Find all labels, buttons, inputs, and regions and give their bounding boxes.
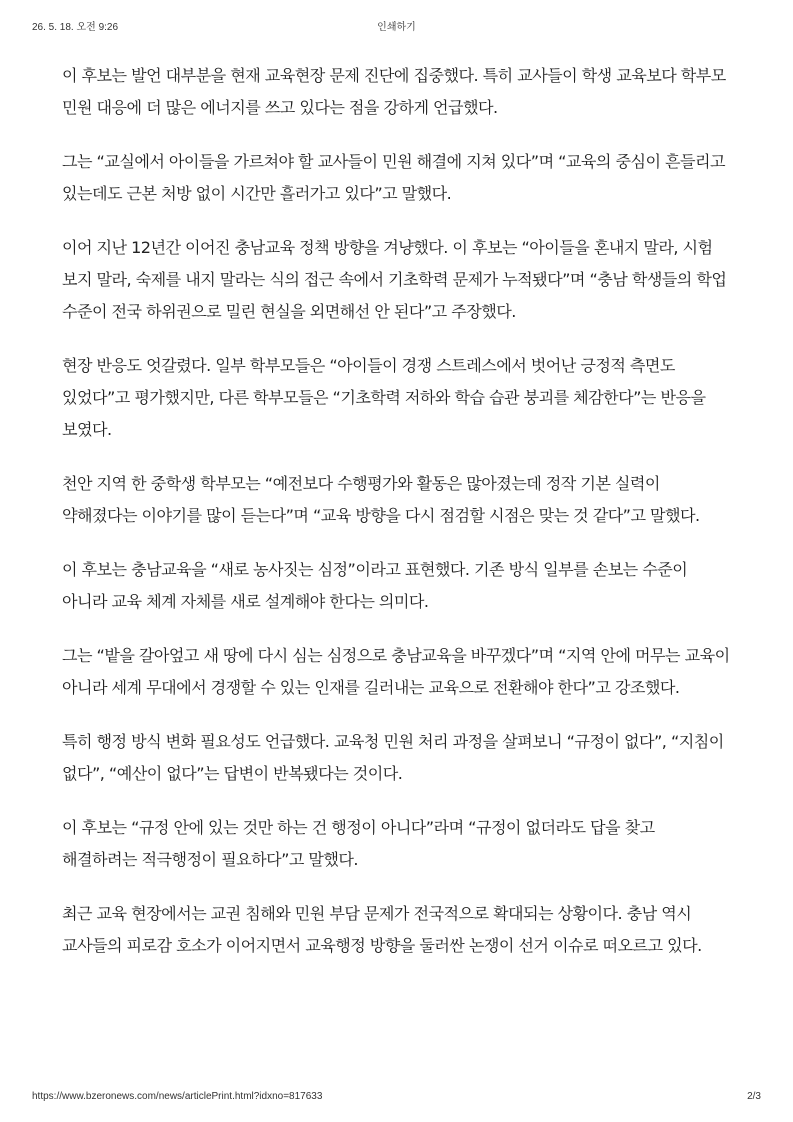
article-paragraph: 그는 “교실에서 아이들을 가르쳐야 할 교사들이 민원 해결에 지쳐 있다”며 “교육의 중심이 흔들리고 있는데도 근본 처방 없이 시간만 흘러가고 있다”고 말했다. bbox=[62, 152, 726, 203]
page-number: 2/3 bbox=[747, 1091, 761, 1102]
article-paragraph: 그는 “밭을 갈아엎고 새 땅에 다시 심는 심정으로 충남교육을 바꾸겠다”며 “지역 안에 머무는 교육이 아니라 세계 무대에서 경쟁할 수 있는 인재를 길러내는 교육으로 전환해야 한다”고 강조했다. bbox=[62, 646, 730, 697]
print-footer bbox=[32, 1091, 761, 1105]
article-paragraph: 최근 교육 현장에서는 교권 침해와 민원 부담 문제가 전국적으로 확대되는 상황이다. 충남 역시 교사들의 피로감 호소가 이어지면서 교육행정 방향을 둘러싼 논쟁이 선거 이슈로 떠오르고 있다. bbox=[62, 904, 702, 955]
article-paragraph: 특히 행정 방식 변화 필요성도 언급했다. 교육청 민원 처리 과정을 살펴보니 “규정이 없다”, “지침이 없다”, “예산이 없다”는 답변이 반복됐다는 것이다. bbox=[62, 732, 724, 783]
print-header bbox=[32, 18, 761, 32]
article-paragraph: 이 후보는 “규정 안에 있는 것만 하는 건 행정이 아니다”라며 “규정이 없더라도 답을 찾고 해결하려는 적극행정이 필요하다”고 말했다. bbox=[62, 818, 655, 869]
print-title: 인쇄하기 bbox=[377, 22, 416, 33]
source-url: https://www.bzeronews.com/news/articlePrint.html?idxno=817633 bbox=[32, 1091, 323, 1102]
print-date: 26. 5. 18. 오전 9:26 bbox=[32, 22, 119, 33]
article-body bbox=[62, 60, 734, 984]
article-paragraph: 현장 반응도 엇갈렸다. 일부 학부모들은 “아이들이 경쟁 스트레스에서 벗어난 긍정적 측면도 있었다”고 평가했지만, 다른 학부모들은 “기초학력 저하와 학습 습관 붕괴를 체감한다”는 반응을 보였다. bbox=[62, 356, 706, 439]
article-paragraph: 이 후보는 충남교육을 “새로 농사짓는 심정”이라고 표현했다. 기존 방식 일부를 손보는 수준이 아니라 교육 체계 자체를 새로 설계해야 한다는 의미다. bbox=[62, 560, 688, 611]
article-paragraph: 이 후보는 발언 대부분을 현재 교육현장 문제 진단에 집중했다. 특히 교사들이 학생 교육보다 학부모 민원 대응에 더 많은 에너지를 쓰고 있다는 점을 강하게 언급했다. bbox=[62, 66, 726, 117]
article-paragraph: 천안 지역 한 중학생 학부모는 “예전보다 수행평가와 활동은 많아졌는데 정작 기본 실력이 약해졌다는 이야기를 많이 듣는다”며 “교육 방향을 다시 점검할 시점은 맞는 것 같다”고 말했다. bbox=[62, 474, 700, 525]
article-paragraph: 이어 지난 12년간 이어진 충남교육 정책 방향을 겨냥했다. 이 후보는 “아이들을 혼내지 말라, 시험 보지 말라, 숙제를 내지 말라는 식의 접근 속에서 기초학력 문제가 누적됐다”며 “충남 학생들의 학업 수준이 전국 하위권으로 밀린 현실을 외면해선 안 된다”고 주장했다. bbox=[62, 238, 727, 321]
